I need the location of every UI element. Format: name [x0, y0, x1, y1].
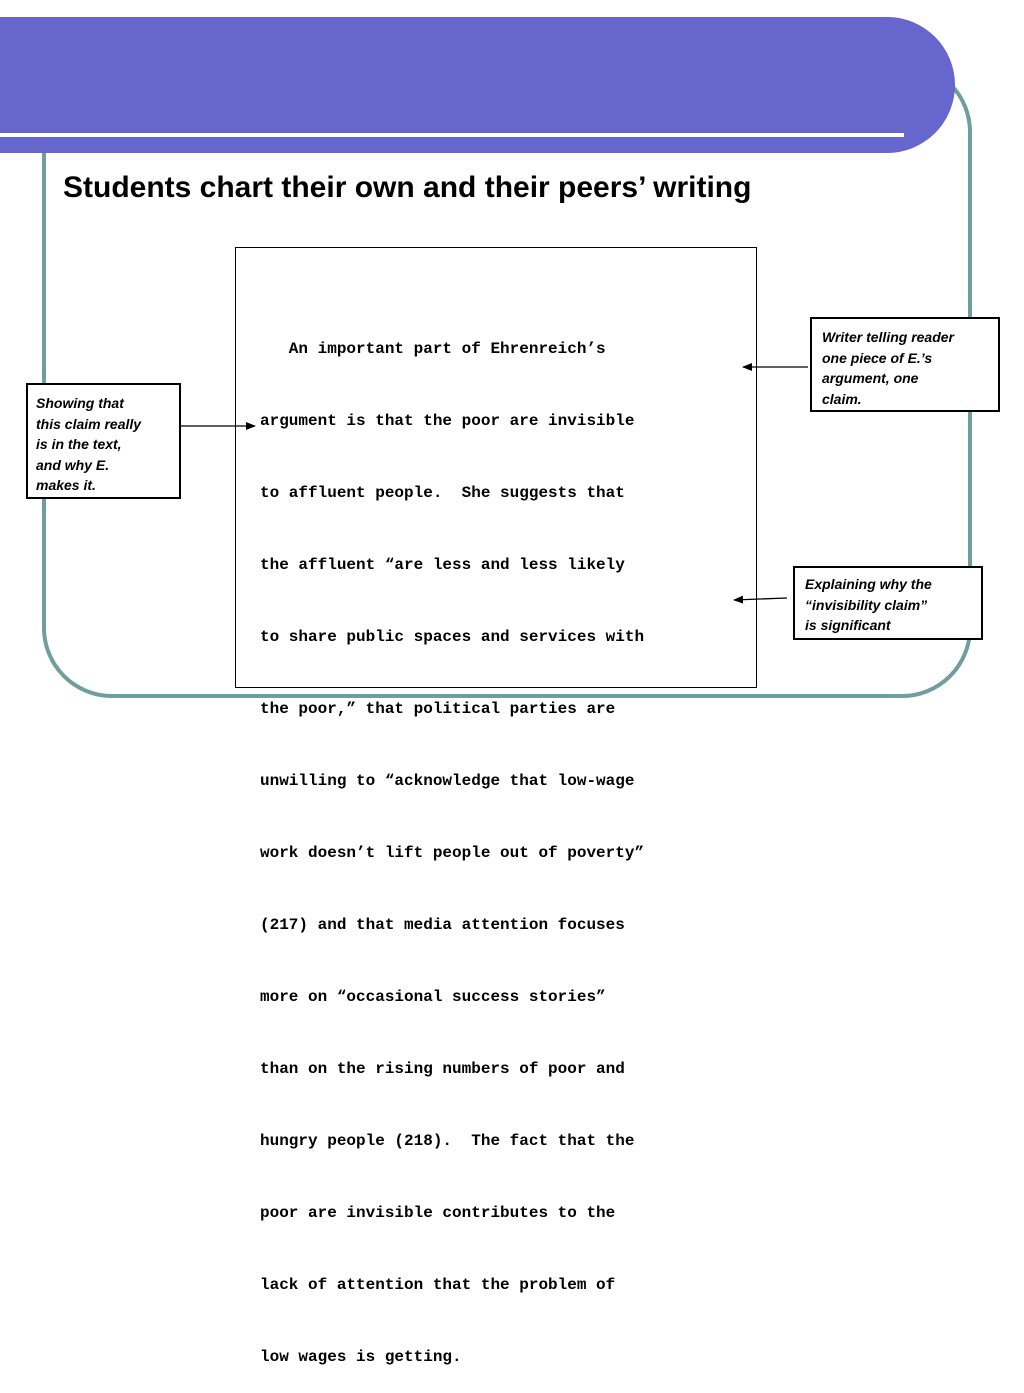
annotation-claim-note	[810, 317, 1000, 412]
annotation-line: Showing that	[36, 395, 124, 411]
annotation-line: argument, one	[822, 370, 919, 386]
essay-line: An important part of Ehrenreich’s	[260, 340, 606, 358]
annotation-significance-note	[793, 566, 983, 640]
annotation-line: makes it.	[36, 477, 96, 493]
annotation-line: this claim really	[36, 415, 142, 432]
essay-line: than on the rising numbers of poor and	[260, 1060, 625, 1078]
essay-line: low wages is getting.	[260, 1348, 462, 1366]
annotation-line: Explaining why the	[805, 576, 932, 592]
essay-line: poor are invisible contributes to the	[260, 1204, 616, 1222]
essay-line: work doesn’t lift people out of poverty”	[260, 844, 645, 862]
header-divider	[0, 133, 904, 137]
essay-line: lack of attention that the problem of	[260, 1276, 616, 1294]
essay-line: to share public spaces and services with	[260, 628, 645, 646]
essay-excerpt-text	[260, 289, 750, 1393]
annotation-line: claim.	[822, 390, 862, 407]
annotation-line: is significant	[805, 617, 891, 633]
essay-line: to affluent people. She suggests that	[260, 484, 625, 502]
annotation-line: “invisibility claim”	[805, 596, 928, 613]
essay-line: the affluent “are less and less likely	[260, 556, 625, 574]
annotation-line: is in the text,	[36, 436, 122, 452]
essay-line: unwilling to “acknowledge that low-wage	[260, 772, 635, 790]
essay-line: hungry people (218). The fact that the	[260, 1132, 635, 1150]
essay-line: argument is that the poor are invisible	[260, 412, 635, 430]
essay-line: the poor,” that political parties are	[260, 700, 616, 718]
annotation-line: and why E.	[36, 456, 110, 473]
essay-line: more on “occasional success stories”	[260, 988, 606, 1006]
annotation-line: Writer telling reader	[822, 329, 955, 345]
essay-line: (217) and that media attention focuses	[260, 916, 625, 934]
slide-title: Students chart their own and their peers’ writing	[63, 171, 752, 204]
annotation-line: one piece of E.’s	[822, 349, 933, 366]
annotation-evidence-note	[26, 383, 181, 499]
